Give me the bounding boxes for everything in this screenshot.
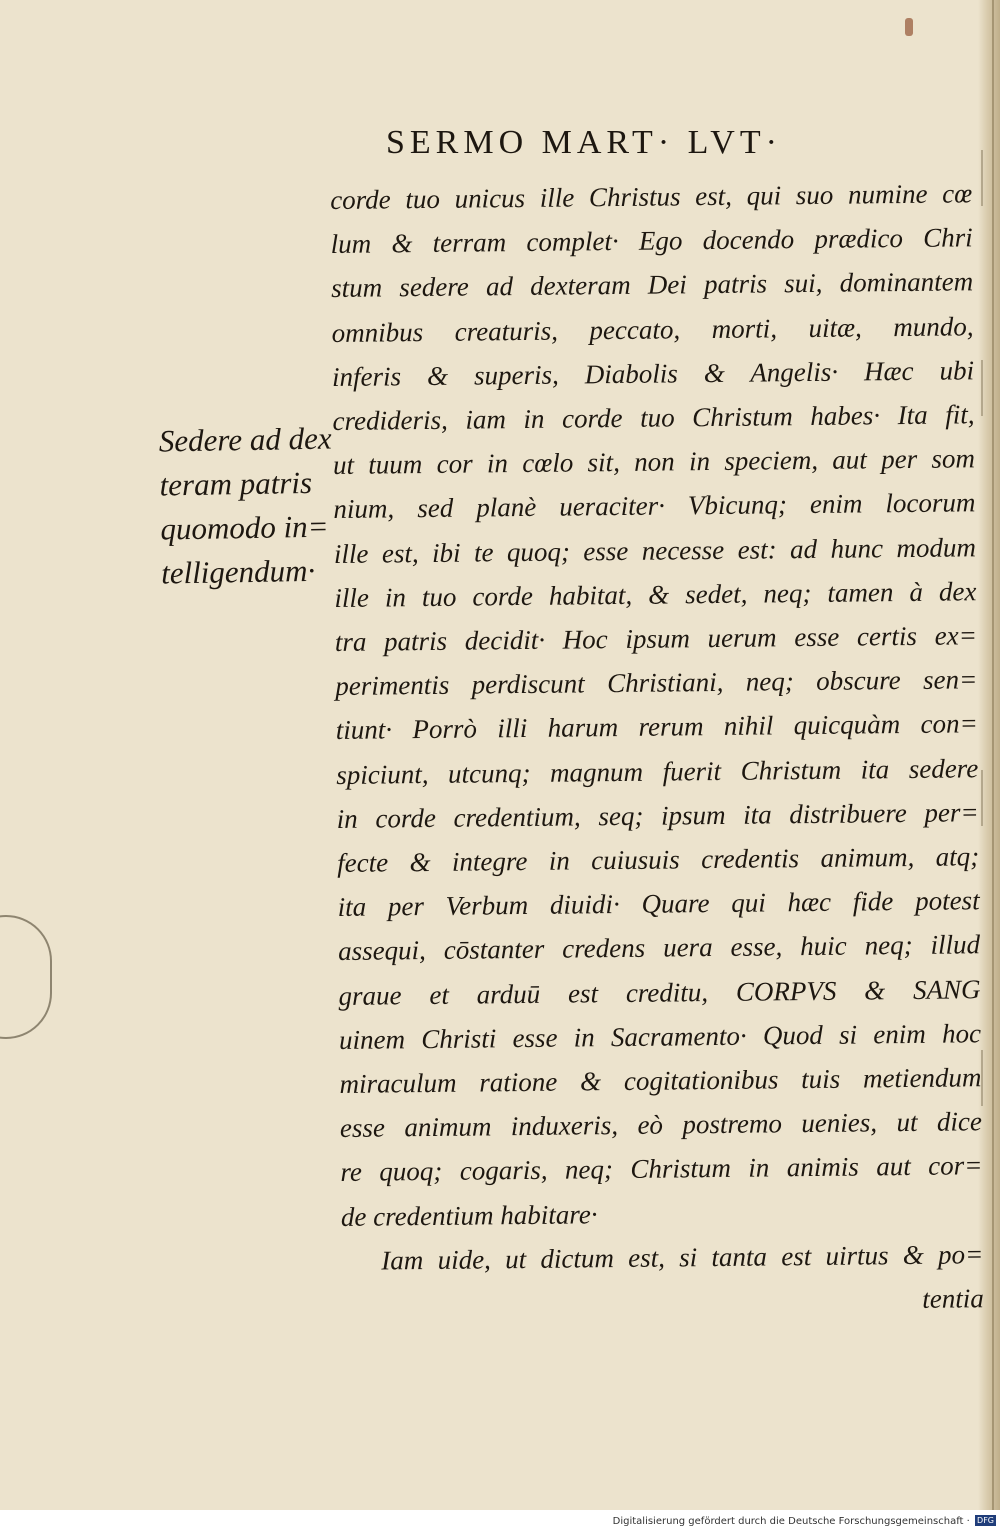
text-line: fecte & integre in cuiusuis credentis animum, atq; xyxy=(337,841,980,879)
ink-stain xyxy=(905,18,913,36)
text-line: stum sedere ad dexteram Dei patris sui, dominantem xyxy=(330,266,974,304)
page-edge-bleed xyxy=(981,150,997,206)
text-line: spiciunt, utcunq; magnum fuerit Christum ita sedere xyxy=(336,752,979,790)
marginal-note-line: quomodo in= xyxy=(160,508,329,547)
marginal-note-line: telligendum· xyxy=(160,552,316,591)
body-text xyxy=(330,171,984,1327)
text-line: graue et arduū est creditu, CORPVS & SANG xyxy=(338,973,981,1011)
marginal-note-line: Sedere ad dex xyxy=(158,420,332,459)
text-line: corde tuo unicus ille Christus est, qui suo numine cœ xyxy=(330,178,973,215)
text-line: re quoq; cogaris, neq; Christum in animis aut cor= xyxy=(340,1150,983,1188)
text-line: omnibus creaturis, peccato, morti, uitæ, mundo, xyxy=(331,310,974,348)
credit-text: Digitalisierung gefördert durch die Deutsche Forschungsgemeinschaft · xyxy=(612,1516,970,1527)
text-line: inferis & superis, Diabolis & Angelis· Hæc ubi xyxy=(331,355,975,392)
text-line: nium, sed planè ueraciter· Vbicunq; enim locorum xyxy=(333,487,976,525)
text-line: ille est, ibi te quoq; esse necesse est: ad hunc modum xyxy=(333,531,977,569)
page-edge-bleed xyxy=(981,360,997,416)
text-line: credideris, iam in corde tuo Christum habes· Ita fit, xyxy=(332,399,975,437)
catchword: tentia xyxy=(922,1283,984,1314)
text-line: in corde credentium, seq; ipsum ita distribuere per= xyxy=(336,797,979,834)
binding-clip xyxy=(0,915,52,1039)
text-line: miraculum ratione & cogitationibus tuis metiendum xyxy=(339,1062,982,1100)
text-line: assequi, cōstanter credens uera esse, huic neq; illud xyxy=(337,929,981,967)
text-line: esse animum induxeris, eò postremo uenies, ut dice xyxy=(339,1106,983,1144)
marginal-note-line: teram patris xyxy=(159,464,313,503)
page-edge-bleed xyxy=(981,1050,997,1106)
text-line: tiunt· Porrò illi harum rerum nihil quicquàm con= xyxy=(335,708,978,746)
text-line: tra patris decidit· Hoc ipsum uerum esse certis ex= xyxy=(334,620,977,658)
text-line: uinem Christi esse in Sacramento· Quod si enim hoc xyxy=(338,1018,982,1055)
text-line: ille in tuo corde habitat, & sedet, neq; tamen à dex xyxy=(334,576,977,613)
text-line: perimentis perdiscunt Christiani, neq; obscure sen= xyxy=(335,664,978,702)
text-line: ita per Verbum diuidi· Quare qui hæc fide potest xyxy=(337,885,980,923)
marginal-note xyxy=(158,416,339,595)
dfg-logo: DFG xyxy=(977,1516,994,1525)
text-line: lum & terram complet· Ego docendo prædico Chri xyxy=(330,222,973,260)
page-edge-bleed xyxy=(981,770,997,826)
text-line: Iam uide, ut dictum est, si tanta est uirtus & po= xyxy=(381,1239,984,1276)
running-head: SERMO MART· LVT· xyxy=(386,124,782,161)
text-line: ut tuum cor in cœlo sit, non in speciem, aut per som xyxy=(332,443,976,481)
text-line: de credentium habitare· xyxy=(340,1198,598,1232)
digitization-credit xyxy=(560,1515,996,1529)
